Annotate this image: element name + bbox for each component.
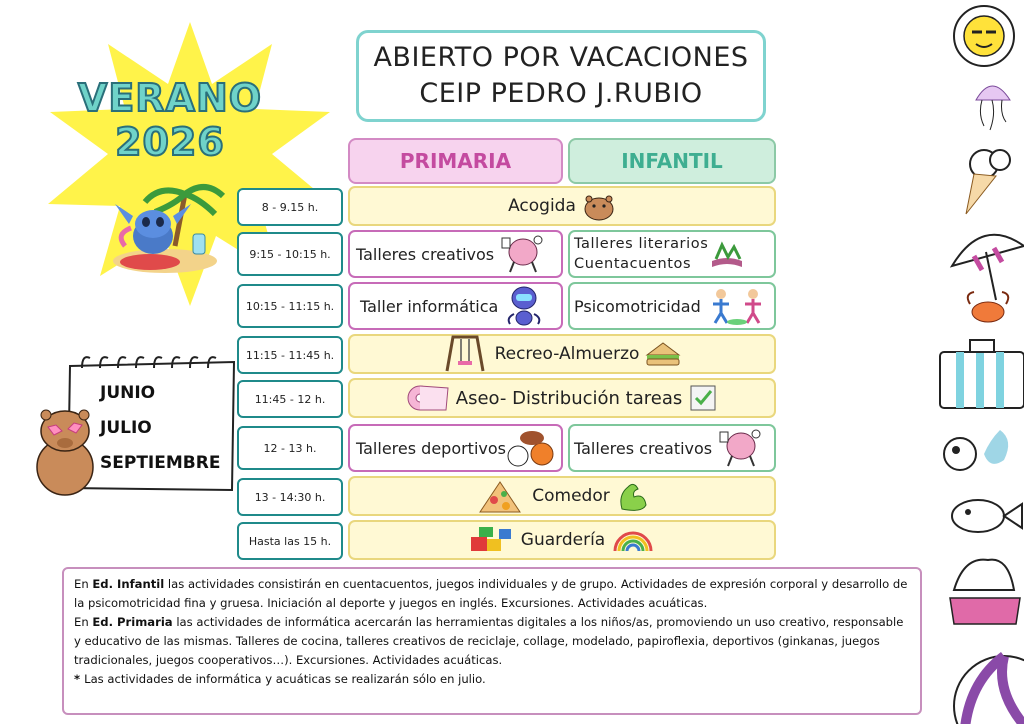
activity-label: Guardería — [520, 530, 606, 550]
activity-label: Talleres creativos — [356, 244, 495, 264]
umbrella-icon — [952, 235, 1024, 300]
text-segment: las actividades consistirán en cuentacuentos, juegos individuales y de grupo. Actividades de expresión corporal y desarrollo de la psicomotricidad fina y gruesa. Iniciación al deporte y juegos en inglés. Excursiones. Actividades acuáticas. — [74, 577, 908, 610]
suitcase-icon — [940, 340, 1024, 408]
month-july: JULIO — [100, 418, 152, 438]
activity-label-1: Talleres literarios — [574, 236, 709, 252]
beach-character-icon — [105, 176, 225, 276]
summer-badge — [72, 76, 268, 164]
primaria-talleres-creativos — [348, 230, 563, 278]
brain-character-icon — [718, 426, 764, 470]
description-note — [74, 670, 910, 689]
badge-verano: VERANO — [77, 76, 263, 120]
sandwich-icon — [645, 341, 681, 367]
text-bold: Ed. Infantil — [92, 577, 165, 591]
time-row-1: 8 - 9.15 h. — [237, 188, 343, 226]
time-row-5: 11:45 - 12 h. — [237, 380, 343, 418]
description-box — [62, 567, 922, 715]
text-segment: las actividades de informática acercarán las herramientas digitales a los niños/as, promoviendo un uso creativo, responsable y educativo de las mismas. Talleres de cocina, talleres creativos de reciclaje, collage, modelado, papiroflexia, deportivos (ginkanas, juegos tradicionales, juegos cooperativos…). Excursiones. Actividades acuáticas. — [74, 615, 904, 667]
brain-character-icon — [500, 232, 546, 276]
infantil-talleres-creativos — [568, 424, 776, 472]
ice-cream-icon — [966, 150, 1010, 214]
activity-comedor — [348, 476, 776, 516]
activity-label: Talleres creativos — [574, 438, 713, 458]
summer-doodles-strip — [930, 0, 1024, 724]
activity-acogida — [348, 186, 776, 226]
activity-guarderia — [348, 520, 776, 560]
time-row-4: 11:15 - 11:45 h. — [237, 336, 343, 374]
description-infantil — [74, 575, 910, 613]
text-segment: Las actividades de informática y acuáticas se realizarán sólo en julio. — [84, 672, 486, 686]
splash-icon — [944, 430, 1008, 470]
fish-icon — [952, 500, 1022, 532]
activity-label: Comedor — [532, 486, 610, 506]
title-line-2: CEIP PEDRO J.RUBIO — [419, 78, 703, 109]
activity-label: Recreo-Almuerzo — [494, 344, 640, 364]
text-segment: En — [74, 577, 93, 591]
text-bold: * — [74, 672, 85, 686]
header-infantil: INFANTIL — [568, 138, 776, 184]
kids-playing-icon — [707, 286, 769, 326]
infantil-psicomotricidad — [568, 282, 776, 330]
robot-icon — [504, 284, 544, 328]
title-box — [356, 30, 766, 122]
month-september: SEPTIEMBRE — [100, 453, 221, 473]
beach-ball-icon — [954, 656, 1024, 724]
header-primaria: PRIMARIA — [348, 138, 563, 184]
sports-balls-icon — [506, 428, 554, 468]
muscle-arm-icon — [616, 479, 648, 513]
time-row-6: 12 - 13 h. — [237, 426, 343, 470]
title-line-1: ABIERTO POR VACACIONES — [373, 42, 749, 73]
primaria-taller-informatica — [348, 282, 563, 330]
rainbow-icon — [611, 527, 655, 553]
badge-year: 2026 — [115, 120, 225, 164]
activity-label: Talleres deportivos — [356, 438, 506, 458]
text-segment: En — [74, 615, 93, 629]
activity-label: Psicomotricidad — [574, 296, 701, 316]
activity-label-2: Cuentacuentos — [574, 256, 692, 272]
checklist-icon — [688, 383, 718, 413]
activity-label: Aseo- Distribución tareas — [455, 387, 683, 409]
toilet-paper-icon — [406, 382, 450, 414]
cupcake-icon — [950, 560, 1020, 624]
capybara-icon — [32, 405, 98, 497]
time-row-3: 10:15 - 11:15 h. — [237, 284, 343, 328]
month-june: JUNIO — [100, 383, 156, 403]
text-bold: Ed. Primaria — [92, 615, 173, 629]
toy-blocks-icon — [469, 525, 513, 555]
time-row-7: 13 - 14:30 h. — [237, 478, 343, 516]
activity-recreo-almuerzo — [348, 334, 776, 374]
infantil-talleres-literarios — [568, 230, 776, 278]
activity-label: Taller informática — [360, 296, 499, 316]
capybara-icon — [582, 191, 616, 221]
time-row-8: Hasta las 15 h. — [237, 522, 343, 560]
sun-icon — [954, 6, 1014, 66]
primaria-talleres-deportivos — [348, 424, 563, 472]
months-list — [88, 376, 238, 481]
storybook-icon — [710, 237, 744, 271]
swing-icon — [443, 335, 487, 373]
time-row-2: 9:15 - 10:15 h. — [237, 232, 343, 276]
description-primaria — [74, 613, 910, 670]
activity-aseo — [348, 378, 776, 418]
activity-label: Acogida — [508, 196, 576, 216]
jellyfish-icon — [976, 86, 1010, 130]
food-pile-icon — [476, 478, 524, 514]
crab-icon — [968, 292, 1009, 322]
